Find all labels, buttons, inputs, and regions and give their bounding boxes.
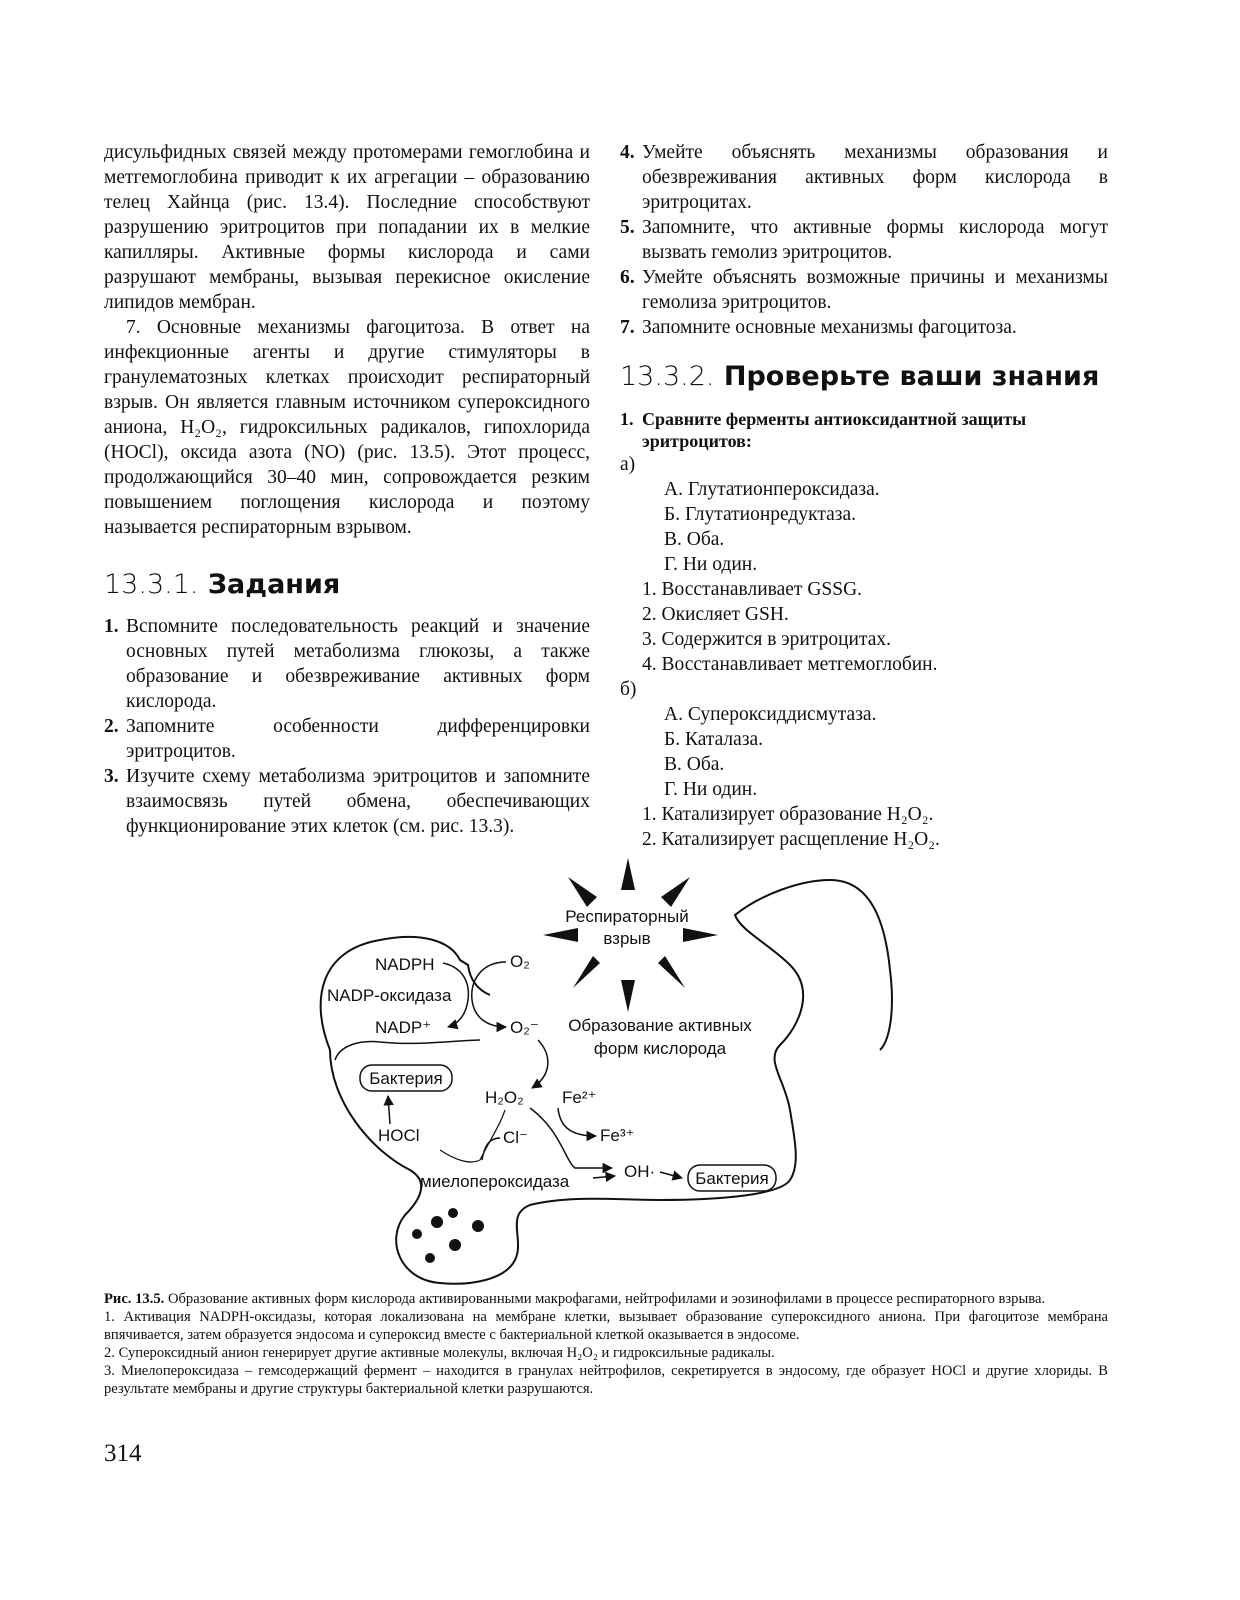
- task-list: [104, 614, 590, 839]
- part-label-b: б): [620, 679, 637, 700]
- statement: 3. Содержится в эритроцитах.: [642, 629, 891, 650]
- option: Г. Ни один.: [664, 779, 758, 800]
- statement: 1. Катализирует образование H₂O₂.: [642, 804, 934, 825]
- right-column: [620, 140, 1108, 852]
- granules: [412, 1208, 484, 1263]
- options-b: [620, 702, 1108, 802]
- body-paragraph: дисульфидных связей между протомерами гемоглобина и метгемоглобина приводит к их агрегации – образованию телец Хайнца (рис. 13.4). Последние способствуют разрушению эритроцитов при попадании их в мелкие капилляры. Активные формы кислорода и сами разрушают мембраны, вызывая перекисное окисление липидов мембран.: [104, 142, 590, 313]
- section-heading-check: [620, 360, 1108, 394]
- list-item: 7. Запомните основные механизмы фагоцитоза.: [620, 317, 1017, 338]
- nadp-plus-label: NADP⁺: [375, 1018, 432, 1037]
- question: 1. Сравните ферменты антиоксидантной защиты эритроцитов:: [620, 409, 1027, 451]
- respiratory-burst-diagram: [300, 850, 940, 1290]
- section-title: Проверьте ваши знания: [723, 361, 1100, 392]
- option: А. Глутатионпероксидаза.: [664, 479, 880, 500]
- fe-arrow: [558, 1108, 596, 1136]
- statement: 4. Восстанавливает метгемоглобин.: [642, 654, 938, 675]
- bacteria-label: Бактерия: [695, 1169, 769, 1188]
- option: Г. Ни один.: [664, 554, 758, 575]
- h2o2-to-hocl-line: [440, 1110, 505, 1162]
- mpo-label: миелопероксидаза: [420, 1172, 570, 1191]
- statement: 1. Восстанавливает GSSG.: [642, 579, 863, 600]
- hocl-to-bacteria-arrow: [388, 1096, 390, 1124]
- statement: 2. Окисляет GSH.: [642, 604, 789, 625]
- option: Б. Глутатионредуктаза.: [664, 504, 856, 525]
- option: Б. Каталаза.: [664, 729, 764, 750]
- list-item: 2. Запомните особенности дифференцировки эритроцитов.: [104, 716, 590, 762]
- nadph-label: NADPH: [375, 955, 435, 974]
- o2-label: O₂: [510, 952, 530, 971]
- caption-note: 2. Супероксидный анион генерирует другие активные молекулы, включая H₂O₂ и гидроксильные радикалы.: [104, 1345, 775, 1361]
- list-item: 5. Запомните, что активные формы кислорода могут вызвать гемолиз эритроцитов.: [620, 217, 1108, 263]
- statement: 2. Катализирует расщепление H₂O₂.: [642, 829, 940, 850]
- caption-note: 3. Миелопероксидаза – гемсодержащий фермент – находится в гранулах нейтрофилов, секретируется в эндосому, где образует HOCl и другие хлориды. В результате мембраны и другие структуры бактериальной клетки разрушаются.: [104, 1363, 1108, 1397]
- burst-label: взрыв: [603, 929, 651, 948]
- superoxide-label: O₂⁻: [510, 1018, 539, 1037]
- option: А. Супероксиддисмутаза.: [664, 704, 877, 725]
- task-list-continued: [620, 140, 1108, 340]
- hocl-label: HOCl: [378, 1126, 420, 1145]
- statements-a: [620, 577, 1108, 677]
- list-item: 1. Вспомните последовательность реакций и значение основных путей метаболизма глюкозы, а также образование и обезвреживание активных форм кислорода.: [104, 616, 590, 712]
- caption-title: Образование активных форм кислорода активированными макрофагами, нейтрофилами и эозинофилами в процессе респираторного взрыва.: [167, 1291, 1046, 1307]
- chloride-label: Cl⁻: [503, 1128, 529, 1147]
- section-number: 13.3.2.: [620, 361, 715, 392]
- caption-note: 1. Активация NADPH-оксидазы, которая локализована на мембране клетки, вызывает образование супероксидного аниона. При фагоцитозе мембрана впячивается, затем образуется эндосома и супероксид вместе с бактериальной клеткой оказывается в эндосоме.: [104, 1309, 1108, 1343]
- statements-b: [620, 802, 1108, 852]
- figure-caption: [104, 1290, 1108, 1398]
- option: В. Оба.: [664, 529, 725, 550]
- body-paragraph-phagocytosis: 7. Основные механизмы фагоцитоза. В ответ на инфекционные агенты и другие стимуляторы в гранулематозных клетках происходит респираторный взрыв. Он является главным источником супероксидного аниона, H₂O₂, гидроксильных радикалов, гипохлорида (HOCl), оксида азота (NO) (рис. 13.5). Этот процесс, продолжающийся 30–40 мин, сопровождается резким повышением поглощения кислорода и поэтому называется респираторным взрывом.: [104, 317, 590, 538]
- hydroxyl-label: OH·: [624, 1162, 656, 1181]
- chloride-arrow: [482, 1138, 500, 1160]
- caption-label: Рис. 13.5.: [104, 1291, 165, 1307]
- fe3-label: Fe³⁺: [600, 1126, 635, 1145]
- burst-label: Респираторный: [565, 907, 689, 926]
- section-number: 13.3.1.: [104, 569, 199, 600]
- bacteria-label: Бактерия: [369, 1069, 443, 1088]
- section-title: Задания: [207, 569, 341, 600]
- section-heading-tasks: [104, 568, 590, 602]
- part-label-a: а): [620, 454, 636, 475]
- fe2-label: Fe²⁺: [562, 1088, 597, 1107]
- h2o2-label: H₂O₂: [485, 1088, 524, 1107]
- list-item: 3. Изучите схему метаболизма эритроцитов и запомните взаимосвязь путей обмена, обеспечивающих функционирование этих клеток (см. рис. 13.3).: [104, 766, 590, 837]
- ros-label: Образование активных: [568, 1016, 752, 1035]
- endosome-membrane: [335, 1040, 480, 1060]
- options-a: [620, 477, 1108, 577]
- list-item: 4. Умейте объяснять механизмы образования и обезвреживания активных форм кислорода в эритроцитах.: [620, 142, 1108, 213]
- page-number: 314: [104, 1440, 142, 1467]
- oh-to-bacteria-arrow: [660, 1172, 682, 1178]
- left-column: [104, 140, 590, 839]
- mpo-arrow: [593, 1176, 615, 1178]
- list-item: 6. Умейте объяснять возможные причины и механизмы гемолиза эритроцитов.: [620, 267, 1108, 313]
- superoxide-to-h2o2-arrow: [532, 1040, 548, 1088]
- option: В. Оба.: [664, 754, 725, 775]
- nadp-oxidase-label: NADP-оксидаза: [327, 986, 452, 1005]
- ros-label: форм кислорода: [593, 1039, 727, 1058]
